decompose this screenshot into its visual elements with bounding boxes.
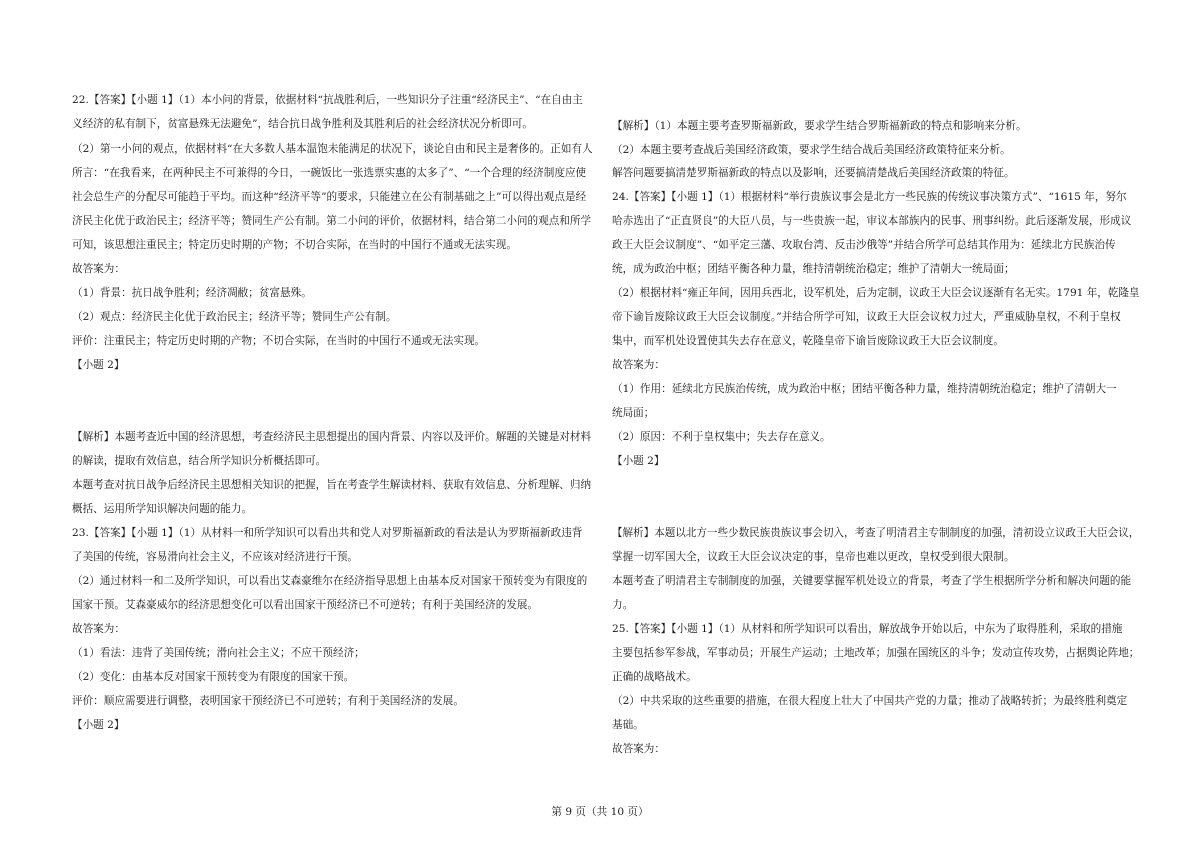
left-line-13: 【解析】本题考查近中国的经济思想，考查经济民主思想提出的国内背景、内容以及评价。解题的关键是对材料 — [72, 431, 592, 443]
left-line-7: 可知，该思想注重民主；特定历史时期的产物；不切合实际，在当时的中国行不通或无法实现。 — [72, 239, 517, 251]
right-line-24: 基础。 — [612, 719, 644, 731]
right-line-18: 本题考查了明清君主专制制度的加强，关键要掌握军机处设立的背景，考查了学生根据所学分析和解决问题的能 — [612, 575, 1132, 587]
left-line-19: （2）通过材料一和二及所学知识，可以看出艾森豪维尔在经济指导思想上由基本反对国家干预转变为有限度的 — [72, 575, 588, 587]
right-line-9: 帝下谕旨废除议政王大臣会议制度。”并结合所学可知，议政王大臣会议权力过大，严重威胁皇权，不利于皇权 — [612, 311, 1121, 323]
left-line-8: 故答案为： — [72, 263, 125, 275]
left-line-6: 济民主化优于政治民主；经济平等；赞同生产公有制。第二小问的评价，依据材料，结合第二小问的观点和所学 — [72, 215, 592, 227]
left-line-11: 评价：注重民主；特定历史时期的产物；不切合实际，在当时的中国行不通或无法实现。 — [72, 335, 486, 347]
right-line-16: 【解析】本题以北方一些少数民族贵族议事会切入，考查了明清君主专制制度的加强，清初设立议政王大臣会议， — [612, 527, 1140, 539]
right-line-19: 力。 — [612, 599, 634, 611]
right-line-4: 24.【答案】【小题 1】（1）根据材料“举行贵族议事会是北方一些民族的传统议事决策方式”、“1615 年，努尔 — [612, 191, 1127, 203]
left-line-1: 22.【答案】【小题 1】（1）本小问的背景，依据材料“抗战胜利后，一些知识分子注重“经济民主”、“在自由主 — [72, 94, 583, 106]
right-line-25: 故答案为： — [612, 743, 665, 755]
right-line-15: 【小题 2】 — [612, 455, 665, 467]
right-line-23: （2）中共采取的这些重要的措施，在很大程度上壮大了中国共产党的力量；推动了战略转折；为最终胜利奠定 — [612, 695, 1128, 707]
right-line-6: 政王大臣会议制度”、“如平定三藩、攻取台湾、反击沙俄等”并结合所学可总结其作用为：延续北方民族治传 — [612, 239, 1116, 251]
left-line-9: （1）背景：抗日战争胜利；经济凋敝；贫富悬殊。 — [72, 287, 312, 299]
right-line-10: 集中，而军机处设置使其失去存在意义，乾隆皇帝下谕旨废除议政王大臣会议制度。 — [612, 335, 1004, 347]
left-line-21: 故答案为： — [72, 623, 125, 635]
right-line-22: 正确的战略战术。 — [612, 671, 697, 683]
page-number-footer: 第 9 页（共 10 页） — [551, 806, 649, 818]
left-line-2: 义经济的私有制下，贫富悬殊无法避免”，结合抗日战争胜利及其胜利后的社会经济状况分析即可。 — [72, 118, 533, 130]
right-line-12: （1）作用：延续北方民族治传统，成为政治中枢；团结平衡各种力量，维持清朝统治稳定；维护了清朝大一 — [612, 383, 1117, 395]
right-line-3: 解答问题要搞清楚罗斯福新政的特点以及影响，还要搞清楚战后美国经济政策的特征。 — [612, 167, 1015, 179]
left-line-12: 【小题 2】 — [72, 359, 125, 371]
left-line-4: 所言：“在我看来，在两种民主不可兼得的今日，一碗饭比一张选票实惠的太多了”、“一个合理的经济制度应使 — [72, 167, 587, 179]
left-line-24: 评价：顺应需要进行调整，表明国家干预经济已不可逆转；有利于美国经济的发展。 — [72, 695, 464, 707]
right-line-1: 【解析】（1）本题主要考查罗斯福新政，要求学生结合罗斯福新政的特点和影响来分析。 — [612, 120, 1027, 132]
right-line-20: 25.【答案】【小题 1】（1）从材料和所学知识可以看出，解放战争开始以后，中东为了取得胜利，采取的措施 — [612, 623, 1123, 635]
left-line-16: 概括、运用所学知识解决问题的能力。 — [72, 503, 253, 515]
right-line-21: 主要包括参军参战，军事动员；开展生产运动；土地改革；加强在国统区的斗争；发动宣传攻势，占据舆论阵地； — [612, 647, 1140, 659]
right-line-7: 统，成为政治中枢；团结平衡各种力量，维持清朝统治稳定；维护了清朝大一统局面； — [612, 263, 1015, 275]
left-line-17: 23.【答案】【小题 1】（1）从材料一和所学知识可以看出共和党人对罗斯福新政的看法是认为罗斯福新政违背 — [72, 527, 583, 539]
left-line-15: 本题考查对抗日战争后经济民主思想相关知识的把握，旨在考查学生解读材料、获取有效信息、分析理解、归纳 — [72, 479, 592, 491]
right-line-5: 哈赤选出了“正直贤良”的大臣八员，与一些贵族一起，审议本部族内的民事、刑事纠纷。此后逐渐发展，形成议 — [612, 215, 1132, 227]
left-line-22: （1）看法：违背了美国传统；滑向社会主义；不应干预经济； — [72, 647, 365, 659]
right-line-8: （2）根据材料“雍正年间，因用兵西北，设军机处，后为定制，议政王大臣会议逐渐有名无实。1791 年，乾隆皇 — [612, 287, 1140, 299]
left-line-5: 社会总生产的分配尽可能趋于平均。而这种“经济平等”的要求，只能建立在公有制基础之上”可以得出观点是经 — [72, 191, 587, 203]
right-line-11: 故答案为： — [612, 359, 665, 371]
left-line-23: （2）变化：由基本反对国家干预转变为有限度的国家干预。 — [72, 671, 355, 683]
left-line-14: 的解读，提取有效信息，结合所学知识分析概括即可。 — [72, 455, 327, 467]
left-line-20: 国家干预。艾森豪威尔的经济思想变化可以看出国家干预经济已不可逆转；有利于美国经济的发展。 — [72, 599, 539, 611]
right-line-17: 掌握一切军国大全，议政王大臣会议决定的事，皇帝也难以更改，皇权受到很大限制。 — [612, 551, 1015, 563]
left-line-25: 【小题 2】 — [72, 719, 125, 731]
right-line-2: （2）本题主要考查战后美国经济政策，要求学生结合战后美国经济政策特征来分析。 — [612, 144, 1011, 156]
right-line-14: （2）原因：不利于皇权集中；失去存在意义。 — [612, 431, 831, 443]
left-line-3: （2）第一小问的观点，依据材料“在大多数人基本温饱未能满足的状况下，谈论自由和民主是奢侈的。正如有人 — [72, 143, 593, 155]
right-line-13: 统局面； — [612, 407, 655, 419]
left-line-18: 了美国的传统，容易滑向社会主义，不应该对经济进行干预。 — [72, 551, 359, 563]
left-line-10: （2）观点：经济民主化优于政治民主；经济平等；赞同生产公有制。 — [72, 311, 397, 323]
